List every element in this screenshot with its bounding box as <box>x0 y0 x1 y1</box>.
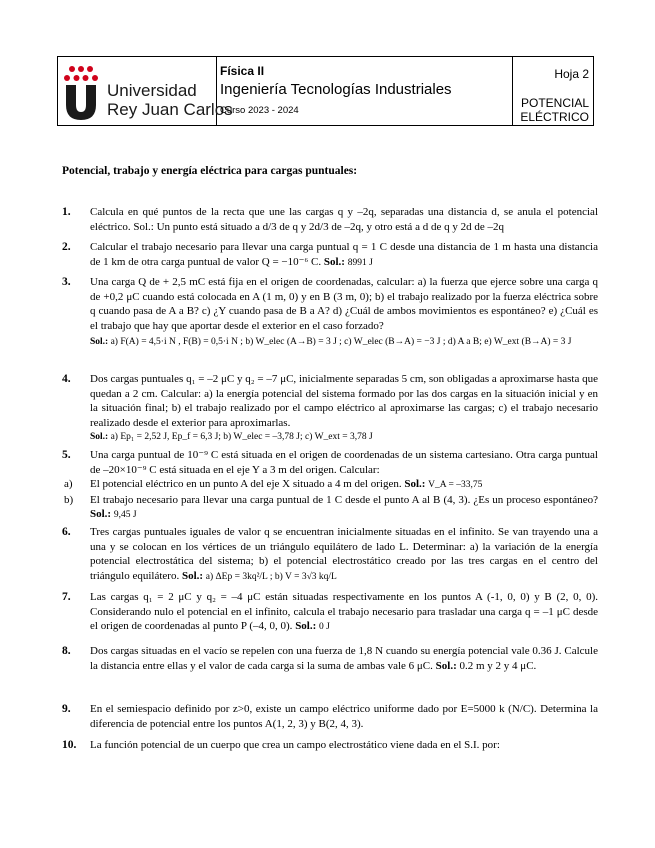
problem-text <box>90 525 598 584</box>
university-name-line2: Rey Juan Carlos <box>107 100 233 119</box>
problem-text <box>90 644 598 673</box>
problem-number: 1. <box>62 206 71 218</box>
solution-label: Sol.: <box>295 620 317 633</box>
problem-item <box>62 205 598 234</box>
solution-text: 0 J <box>319 622 330 633</box>
problem-text <box>90 372 598 445</box>
course-info-cell <box>217 57 513 125</box>
problem-item <box>62 590 598 635</box>
problem-item <box>62 525 598 584</box>
section-title: Potencial, trabajo y energía eléctrica para cargas puntuales: <box>62 165 358 177</box>
university-name <box>107 81 233 119</box>
degree-name: Ingeniería Tecnologías Industriales <box>220 81 452 98</box>
solution-text: V_A = –33,75 <box>428 480 483 491</box>
problem-text: La función potencial de un cuerpo que crea un campo electrostático viene dada en el S.I. por: <box>90 739 500 751</box>
problem-statement: Dos cargas situadas en el vacío se repelen con una fuerza de 1,8 N cuando su energía potencial vale 0.36 J. Calcule la distancia entre ellas y el valor de cada carga si la suma de ambas vale 6 μC. <box>90 645 598 672</box>
sheet-topic-line2: ELÉCTRICO <box>520 110 589 124</box>
sub-item <box>64 493 598 523</box>
solution-label: Sol.: <box>323 255 345 268</box>
sub-item-text: El trabajo necesario para llevar una carga puntual de 1 C desde el punto A al B (4, 3). ¿Es un proceso espontáneo? <box>90 493 598 506</box>
problem-text: En el semiespacio definido por z>0, existe un campo eléctrico uniforme dado por E=5000 k (N/C). Determina la diferencia de potencial entre los puntos A(1, 2, 3) y B(2, 4, 3). <box>90 703 598 730</box>
sub-item <box>64 477 598 493</box>
document-header <box>57 56 594 126</box>
problem-text <box>64 448 598 523</box>
problem-item <box>62 702 598 731</box>
problem-number: 7. <box>62 591 71 603</box>
problem-text <box>90 240 598 270</box>
solution-text: 9,45 J <box>113 510 137 521</box>
sub-item-letter: b) <box>64 493 74 506</box>
sheet-info-cell <box>513 57 593 125</box>
solution-text: a) F(A) = 4,5·i N , F(B) = 0,5·i N ; b) W_elec (A→B) = 3 J ; c) W_elec (B→A) = −3 J ; d) A a B; e) W_ext (B→A) = 3 J <box>110 337 572 348</box>
sheet-number: Hoja 2 <box>554 67 589 81</box>
problem-number: 9. <box>62 703 71 715</box>
solution-label: Sol.: <box>133 220 154 233</box>
solution-text: 0.2 m y 2 y 4 μC. <box>459 659 537 672</box>
problem-number: 5. <box>62 449 71 461</box>
problem-item <box>62 275 598 350</box>
problem-statement: Una carga Q de + 2,5 mC está fija en el origen de coordenadas, calcular: a) la fuerza que ejerce sobre una carga q de +0,2 μC cuando está colocada en A (1 m, 0) y en B (3 m, 0); b) el trabajo realizado por la fuerza eléctrica sobre q cuando pasa de A a B? c) ¿Y cuando pasa de B a A? d) ¿Cuál de ambos movimientos es espontáneo? e) ¿Cuál es el trabajo que hay que aportar desde el exterior en el caso forzado? <box>90 276 598 332</box>
sheet-topic-line1: POTENCIAL <box>520 96 589 110</box>
university-logo-cell <box>58 57 233 125</box>
problem-statement: Las cargas q₁ = 2 μC y q₂ = –4 μC están situadas respectivamente en los puntos A (-1, 0, 0) y B (2, 0, 0). Considerando nulo el potencial en el infinito, calcula el trabajo necesario para trasladar una carga q = –1 μC desde el origen de coordenadas al punto P (–4, 0, 0). <box>90 591 598 633</box>
problem-statement: Calcular el trabajo necesario para llevar una carga puntual q = 1 C desde una distancia de 1 m hasta una distancia de 1 km de otra carga puntual de valor Q = −10⁻⁶ C. <box>90 241 598 268</box>
problem-statement: Calcula en qué puntos de la recta que une las cargas q y –2q, separadas una distancia d, se anula el potencial eléctrico. <box>90 206 598 233</box>
problem-item <box>62 372 598 445</box>
problem-item <box>62 644 598 673</box>
solution-label: Sol.: <box>90 432 109 443</box>
problem-text <box>90 590 598 635</box>
problem-item <box>62 448 598 523</box>
solution-text: a) Ep₁ = 2,52 J, Ep_f = 6,3 J; b) W_elec = –3,78 J; c) W_ext = 3,78 J <box>110 432 373 443</box>
university-logo-icon <box>63 65 99 121</box>
problem-number: 4. <box>62 373 71 385</box>
problem-item <box>62 240 598 270</box>
problem-item <box>62 738 598 753</box>
problem-statement: Una carga puntual de 10⁻⁹ C está situada en el origen de coordenadas de un sistema cartesiano. Otra carga puntual de –20×10⁻⁹ C está situada en el eje Y a 3 m del origen. Calcular: <box>90 449 598 476</box>
solution-text: 8991 J <box>347 257 373 268</box>
solution-label: Sol.: <box>435 659 457 672</box>
problem-number: 3. <box>62 276 71 288</box>
university-name-line1: Universidad <box>107 81 197 100</box>
course-year: Curso 2023 - 2024 <box>220 105 299 116</box>
problem-number: 2. <box>62 241 71 253</box>
solution-label: Sol.: <box>404 478 426 491</box>
solution-label: Sol.: <box>90 508 112 521</box>
solution-label: Sol.: <box>181 569 204 582</box>
solution-text: Un punto está situado a d/3 de q y 2d/3 de –2q, y otro está a d de q y 2d de –2q <box>156 220 504 233</box>
sheet-topic <box>520 96 589 124</box>
problem-text <box>90 275 598 350</box>
subject-title: Física II <box>220 64 265 78</box>
solution-text: a) ΔEp = 3kq²/L ; b) V = 3√3 kq/L <box>205 571 337 582</box>
sub-item-text: El potencial eléctrico en un punto A del eje X situado a 4 m del origen. <box>90 478 402 491</box>
problem-text <box>90 205 598 234</box>
solution-label: Sol.: <box>90 337 109 348</box>
problem-statement: Tres cargas puntuales iguales de valor q se encuentran inicialmente situadas en el infinito. Se van trayendo una a una y se colocan en los vértices de un triángulo equilátero de lado L. Determinar: a) la variación de la energía potencial electrostática del sistema; b) el potencial electrostático creado por las tres cargas en el centro del triángulo equilátero. <box>90 526 598 582</box>
sub-item-letter: a) <box>64 478 73 491</box>
problem-statement: Dos cargas puntuales q₁ = –2 μC y q₂ = –7 μC, inicialmente separadas 5 cm, son obligadas a aproximarse hasta que quedan a 2 cm. Calcular: a) la energía potencial del sistema formado por las dos cargas en la situación inicial y en la situación final; b) el trabajo realizado por el campo eléctrico al aproximarse las cargas; c) el trabajo necesario realizado desde el exterior para aproximarlas. <box>90 373 598 429</box>
problem-number: 10. <box>62 739 77 751</box>
problem-number: 8. <box>62 645 71 657</box>
problem-number: 6. <box>62 526 71 538</box>
